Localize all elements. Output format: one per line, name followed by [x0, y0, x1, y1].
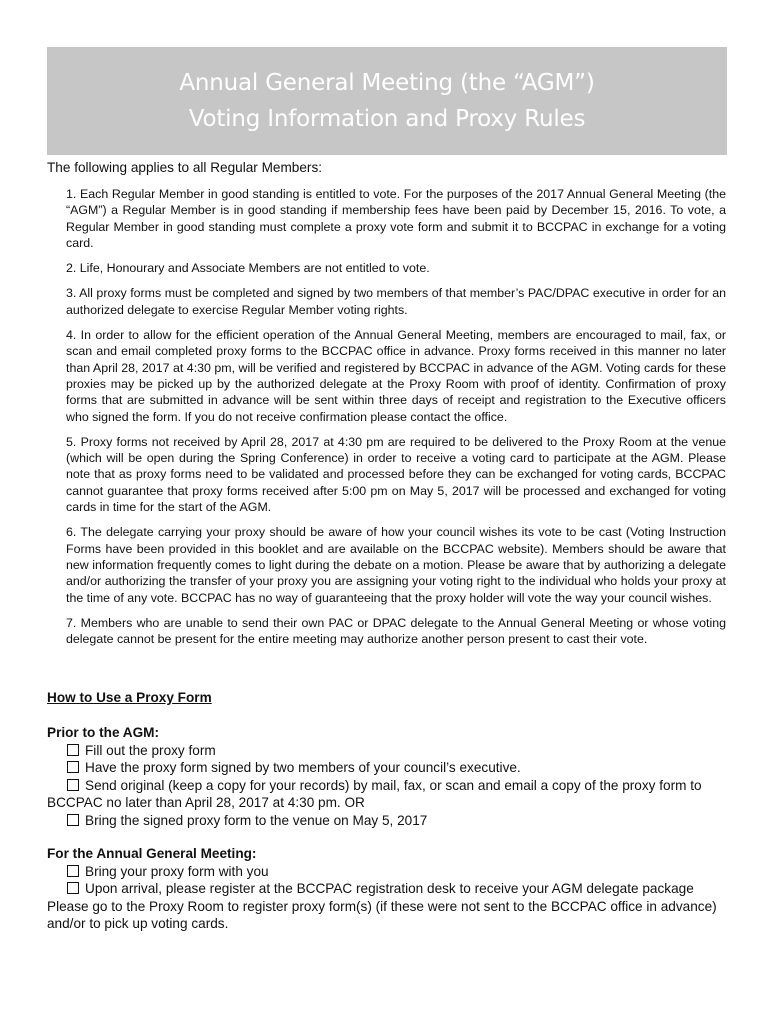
how-to-title: How to Use a Proxy Form	[47, 690, 212, 705]
checklist-item-continued: BCCPAC no later than April 28, 2017 at 4:30 pm. OR	[47, 795, 365, 811]
checklist-item: Have the proxy form signed by two members of your council’s executive.	[47, 759, 727, 777]
rule-item: 3. All proxy forms must be completed and signed by two members of that member’s PAC/DPAC executive in order for an authorized delegate to exercise Regular Member voting rights.	[66, 286, 726, 317]
how-to-section	[47, 689, 727, 707]
checklist-item: Bring the signed proxy form to the venue on May 5, 2017	[47, 812, 727, 830]
checklist-item: Bring your proxy form with you	[47, 863, 727, 881]
rule-item: 5. Proxy forms not received by April 28, 2017 at 4:30 pm are required to be delivered to the Proxy Room at the venue (which will be open during the Spring Conference) in order to receive a voting card to participate at the AGM. Please note that as proxy forms need to be validated and processed before they can be exchanged for voting cards, BCCPAC cannot guarantee that proxy forms received after 5:00 pm on May 5, 2017 will be processed and exchanged for voting cards in time for the start of the AGM.	[66, 434, 726, 515]
prior-title: Prior to the AGM:	[47, 725, 160, 740]
rule-item: 7. Members who are unable to send their own PAC or DPAC delegate to the Annual General Meeting or whose voting delegate cannot be present for the entire meeting may authorize another person present to cast their vote.	[66, 615, 726, 647]
checklist-item: Upon arrival, please register at the BCCPAC registration desk to receive your AGM delegate package	[47, 880, 727, 898]
checklist-item: Fill out the proxy form	[47, 742, 727, 760]
agm-title: For the Annual General Meeting:	[47, 846, 257, 861]
rule-item: 4. In order to allow for the efficient operation of the Annual General Meeting, members are encouraged to mail, fax, or scan and email completed proxy forms to the BCCPAC office in advance. Proxy forms received in this manner no later than April 28, 2017 at 4:30 pm, will be verified and registered by BCCPAC in advance of the AGM. Voting cards for these proxies may be picked up by the authorized delegate at the Proxy Room with proof of identity. Confirmation of proxy forms that are submitted in advance will be sent within three days of receipt and registration to the Executive officers who signed the form. If you do not receive confirmation please contact the office.	[66, 328, 726, 424]
checklist-item: Send original (keep a copy for your records) by mail, fax, or scan and email a copy of the proxy form to	[47, 777, 727, 795]
rule-item: 2. Life, Honourary and Associate Members are not entitled to vote.	[66, 261, 430, 276]
title-banner	[47, 47, 727, 155]
rule-item: 1. Each Regular Member in good standing is entitled to vote. For the purposes of the 2017 Annual General Meeting (the “AGM”) a Regular Member is in good standing if membership fees have been paid by December 15, 2016. To vote, a Regular Member in good standing must complete a proxy vote form and submit it to BCCPAC in exchange for a voting card.	[66, 187, 726, 250]
title-line-2: Voting Information and Proxy Rules	[188, 106, 586, 132]
checkbox-icon[interactable]	[67, 865, 79, 877]
checkbox-icon[interactable]	[67, 814, 79, 826]
agm-section	[47, 845, 727, 933]
checkbox-icon[interactable]	[67, 761, 79, 773]
checkbox-icon[interactable]	[67, 882, 79, 894]
rule-item: 6. The delegate carrying your proxy should be aware of how your council wishes its vote to be cast (Voting Instruction Forms have been provided in this booklet and are available on the BCCPAC website). Members should be aware that new information frequently comes to light during the debate on a motion. Please be aware that by authorizing a delegate and/or authorizing the transfer of your proxy you are assigning your voting right to the individual who holds your proxy at the time of any vote. BCCPAC has no way of guaranteeing that the proxy holder will vote the way your council wishes.	[66, 525, 726, 605]
agm-note: Please go to the Proxy Room to register proxy form(s) (if these were not sent to the BCCPAC office in advance) and/or to pick up voting cards.	[47, 898, 717, 932]
checkbox-icon[interactable]	[67, 779, 79, 791]
intro-text: The following applies to all Regular Members:	[47, 160, 323, 175]
rules-list	[66, 186, 726, 656]
prior-section	[47, 724, 727, 830]
title-line-1: Annual General Meeting (the “AGM”)	[179, 70, 595, 96]
checkbox-icon[interactable]	[67, 744, 79, 756]
